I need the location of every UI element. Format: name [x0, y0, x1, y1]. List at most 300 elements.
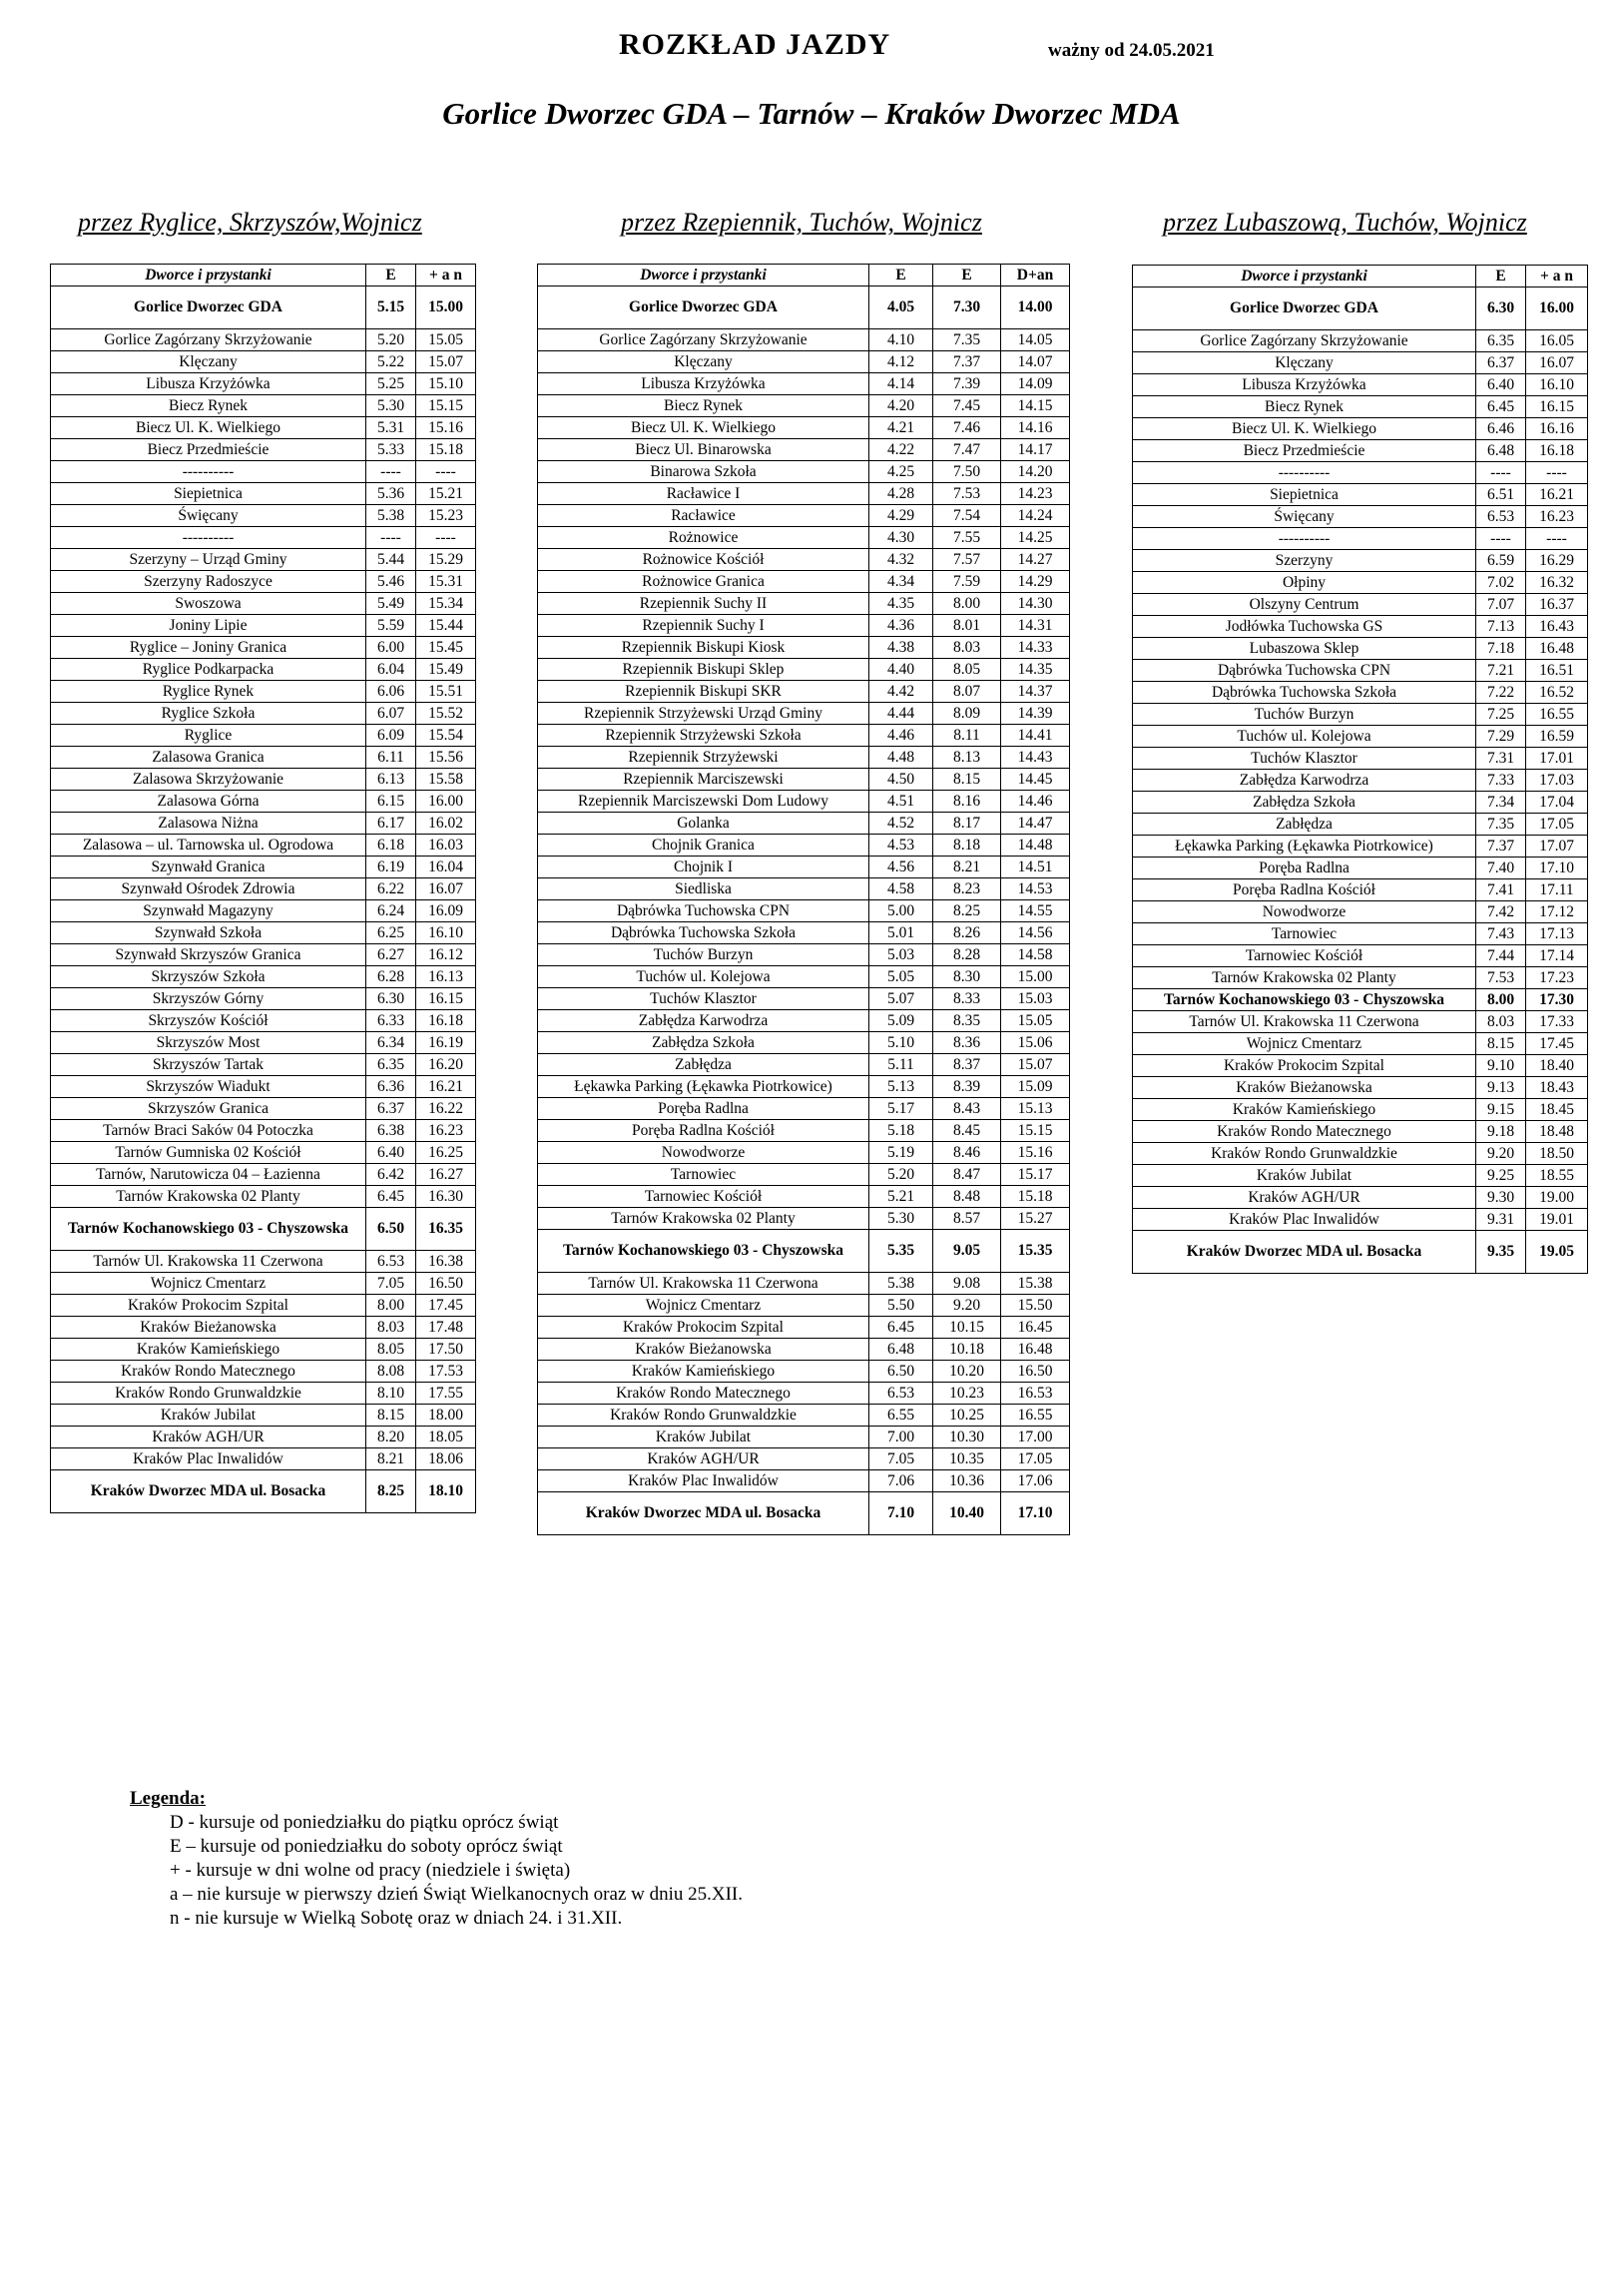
table-row — [51, 659, 476, 681]
departure-time: 16.25 — [416, 1142, 476, 1164]
departure-time: 8.03 — [933, 637, 1001, 659]
stop-name: Tuchów Klasztor — [1133, 748, 1476, 770]
departure-time: 18.50 — [1526, 1143, 1588, 1165]
header-row — [51, 265, 476, 287]
table-row — [538, 835, 1070, 857]
stop-name: Zalasowa Granica — [51, 747, 366, 769]
table-row — [1133, 1143, 1588, 1165]
departure-time: 15.58 — [416, 769, 476, 791]
departure-time: 7.39 — [933, 373, 1001, 395]
departure-time: 15.54 — [416, 725, 476, 747]
departure-time: 14.41 — [1001, 725, 1070, 747]
departure-time: 16.23 — [416, 1120, 476, 1142]
departure-time: 14.35 — [1001, 659, 1070, 681]
stop-name: Tarnów Ul. Krakowska 11 Czerwona — [538, 1273, 869, 1295]
stop-name: ---------- — [51, 527, 366, 549]
stop-name: Szerzyny Radoszyce — [51, 571, 366, 593]
departure-time: 14.48 — [1001, 835, 1070, 857]
table-row — [51, 1470, 476, 1513]
departure-time: 16.16 — [1526, 418, 1588, 440]
header-row — [538, 265, 1070, 287]
departure-time: 9.35 — [1476, 1231, 1526, 1274]
departure-time: 8.17 — [933, 813, 1001, 835]
legend-item-d: D - kursuje od poniedziałku do piątku oprócz świąt — [170, 1812, 559, 1833]
departure-time: 6.28 — [366, 966, 416, 988]
stop-name: Łękawka Parking (Łękawka Piotrkowice) — [538, 1076, 869, 1098]
departure-time: 5.13 — [869, 1076, 933, 1098]
departure-time: 6.35 — [366, 1054, 416, 1076]
column-header-stops: Dworce i przystanki — [538, 265, 869, 287]
table-row — [1133, 858, 1588, 879]
table-row — [51, 747, 476, 769]
via-label-lubaszowa: przez Lubaszową, Tuchów, Wojnicz — [1163, 208, 1527, 237]
departure-time: 16.00 — [416, 791, 476, 813]
departure-time: 17.48 — [416, 1317, 476, 1339]
table-row — [51, 571, 476, 593]
departure-time: 9.25 — [1476, 1165, 1526, 1187]
table-row — [1133, 836, 1588, 858]
table-row — [51, 1164, 476, 1186]
departure-time: 9.13 — [1476, 1077, 1526, 1099]
stop-name: Skrzyszów Most — [51, 1032, 366, 1054]
stop-name: Kraków AGH/UR — [51, 1427, 366, 1448]
stop-name: Ryglice Rynek — [51, 681, 366, 703]
departure-time: 7.31 — [1476, 748, 1526, 770]
departure-time: 8.35 — [933, 1010, 1001, 1032]
stop-name: Zalasowa Górna — [51, 791, 366, 813]
legend-item-plus: + - kursuje w dni wolne od pracy (niedziele i święta) — [170, 1860, 571, 1881]
table-row — [1133, 352, 1588, 374]
departure-time: 7.46 — [933, 417, 1001, 439]
departure-time: 8.03 — [1476, 1011, 1526, 1033]
stop-name: Tarnów Ul. Krakowska 11 Czerwona — [1133, 1011, 1476, 1033]
departure-time: 15.13 — [1001, 1098, 1070, 1120]
stop-name: Poręba Radlna — [1133, 858, 1476, 879]
stop-name: Racławice — [538, 505, 869, 527]
departure-time: 19.05 — [1526, 1231, 1588, 1274]
departure-time: 14.51 — [1001, 857, 1070, 878]
departure-time: 5.44 — [366, 549, 416, 571]
table-row — [538, 1405, 1070, 1427]
departure-time: 14.31 — [1001, 615, 1070, 637]
departure-time: 6.45 — [366, 1186, 416, 1208]
departure-time: 5.05 — [869, 966, 933, 988]
departure-time: 5.15 — [366, 287, 416, 329]
departure-time: 8.13 — [933, 747, 1001, 769]
table-row — [1133, 1209, 1588, 1231]
departure-time: 15.44 — [416, 615, 476, 637]
table-row — [51, 1273, 476, 1295]
table-row — [51, 1361, 476, 1383]
stop-name: Tarnów Kochanowskiego 03 - Chyszowska — [538, 1230, 869, 1273]
departure-time: 15.29 — [416, 549, 476, 571]
departure-time: 4.10 — [869, 329, 933, 351]
table-row — [51, 527, 476, 549]
table-row — [538, 1230, 1070, 1273]
departure-time: 4.25 — [869, 461, 933, 483]
departure-time: 19.01 — [1526, 1209, 1588, 1231]
departure-time: 8.36 — [933, 1032, 1001, 1054]
stop-name: Szynwałd Granica — [51, 857, 366, 878]
table-row — [538, 944, 1070, 966]
departure-time: 14.55 — [1001, 900, 1070, 922]
departure-time: 4.46 — [869, 725, 933, 747]
table-row — [51, 703, 476, 725]
table-row — [1133, 287, 1588, 330]
departure-time: 16.03 — [416, 835, 476, 857]
departure-time: 10.30 — [933, 1427, 1001, 1448]
stop-name: Dąbrówka Tuchowska Szkoła — [538, 922, 869, 944]
stop-name: Kraków Bieżanowska — [538, 1339, 869, 1361]
departure-time: 15.15 — [416, 395, 476, 417]
table-row — [538, 1383, 1070, 1405]
stop-name: Rzepiennik Strzyżewski Szkoła — [538, 725, 869, 747]
departure-time: 16.19 — [416, 1032, 476, 1054]
table-row — [1133, 923, 1588, 945]
departure-time: 5.38 — [366, 505, 416, 527]
stop-name: Biecz Ul. K. Wielkiego — [1133, 418, 1476, 440]
table-row — [538, 461, 1070, 483]
table-row — [51, 857, 476, 878]
departure-time: 16.21 — [416, 1076, 476, 1098]
departure-time: 8.39 — [933, 1076, 1001, 1098]
departure-time: 6.48 — [869, 1339, 933, 1361]
departure-time: 19.00 — [1526, 1187, 1588, 1209]
departure-time: 4.32 — [869, 549, 933, 571]
departure-time: 8.45 — [933, 1120, 1001, 1142]
departure-time: 4.38 — [869, 637, 933, 659]
legend-title: Legenda: — [130, 1788, 206, 1809]
table-row — [1133, 418, 1588, 440]
departure-time: 14.09 — [1001, 373, 1070, 395]
stop-name: Rożnowice — [538, 527, 869, 549]
departure-time: 17.00 — [1001, 1427, 1070, 1448]
table-row — [538, 703, 1070, 725]
departure-time: 6.19 — [366, 857, 416, 878]
departure-time: 18.45 — [1526, 1099, 1588, 1121]
departure-time: 8.21 — [366, 1448, 416, 1470]
table-row — [51, 900, 476, 922]
table-row — [538, 1295, 1070, 1317]
departure-time: 9.18 — [1476, 1121, 1526, 1143]
table-row — [1133, 660, 1588, 682]
departure-time: 10.18 — [933, 1339, 1001, 1361]
departure-time: 5.25 — [366, 373, 416, 395]
departure-time: 18.05 — [416, 1427, 476, 1448]
departure-time: 18.10 — [416, 1470, 476, 1513]
departure-time: 14.17 — [1001, 439, 1070, 461]
stop-name: Poręba Radlna Kościół — [1133, 879, 1476, 901]
departure-time: 15.23 — [416, 505, 476, 527]
departure-time: ---- — [1526, 528, 1588, 550]
departure-time: 10.20 — [933, 1361, 1001, 1383]
table-row — [51, 725, 476, 747]
departure-time: 8.18 — [933, 835, 1001, 857]
departure-time: 6.07 — [366, 703, 416, 725]
departure-time: 4.05 — [869, 287, 933, 329]
table-row — [538, 1448, 1070, 1470]
departure-time: 15.38 — [1001, 1273, 1070, 1295]
departure-time: 10.36 — [933, 1470, 1001, 1492]
table-row — [538, 505, 1070, 527]
table-row — [538, 615, 1070, 637]
departure-time: 4.53 — [869, 835, 933, 857]
stop-name: Kraków Kamieńskiego — [538, 1361, 869, 1383]
stop-name: Wojnicz Cmentarz — [51, 1273, 366, 1295]
table-row — [51, 835, 476, 857]
stop-name: Gorlice Zagórzany Skrzyżowanie — [51, 329, 366, 351]
departure-time: 4.34 — [869, 571, 933, 593]
stop-name: Tarnów Kochanowskiego 03 - Chyszowska — [51, 1208, 366, 1251]
table-row — [51, 593, 476, 615]
departure-time: 8.23 — [933, 878, 1001, 900]
table-row — [538, 593, 1070, 615]
departure-time: 7.13 — [1476, 616, 1526, 638]
departure-time: 15.09 — [1001, 1076, 1070, 1098]
departure-time: 9.08 — [933, 1273, 1001, 1295]
departure-time: 15.34 — [416, 593, 476, 615]
departure-time: 4.28 — [869, 483, 933, 505]
stop-name: Tarnów Gumniska 02 Kościół — [51, 1142, 366, 1164]
stop-name: Łękawka Parking (Łękawka Piotrkowice) — [1133, 836, 1476, 858]
table-row — [51, 878, 476, 900]
departure-time: 5.11 — [869, 1054, 933, 1076]
legend — [130, 1787, 743, 1931]
stop-name: Racławice I — [538, 483, 869, 505]
departure-time: 7.40 — [1476, 858, 1526, 879]
stop-name: Joniny Lipie — [51, 615, 366, 637]
table-row — [1133, 879, 1588, 901]
stop-name: Libusza Krzyżówka — [51, 373, 366, 395]
departure-time: 8.10 — [366, 1383, 416, 1405]
departure-time: ---- — [366, 461, 416, 483]
departure-time: 4.56 — [869, 857, 933, 878]
departure-time: 7.07 — [1476, 594, 1526, 616]
departure-time: 15.56 — [416, 747, 476, 769]
stop-name: Gorlice Zagórzany Skrzyżowanie — [538, 329, 869, 351]
stop-name: Tuchów Klasztor — [538, 988, 869, 1010]
departure-time: 6.50 — [366, 1208, 416, 1251]
departure-time: 16.12 — [416, 944, 476, 966]
departure-time: 16.10 — [1526, 374, 1588, 396]
stop-name: Kraków Rondo Matecznego — [538, 1383, 869, 1405]
departure-time: 8.37 — [933, 1054, 1001, 1076]
table-row — [51, 1032, 476, 1054]
table-row — [538, 1317, 1070, 1339]
table-row — [51, 1295, 476, 1317]
departure-time: 6.30 — [366, 988, 416, 1010]
departure-time: 6.53 — [366, 1251, 416, 1273]
table-row — [538, 966, 1070, 988]
stop-name: Zabłędza Szkoła — [538, 1032, 869, 1054]
departure-time: 14.43 — [1001, 747, 1070, 769]
table-row — [538, 351, 1070, 373]
departure-time: 5.01 — [869, 922, 933, 944]
table-row — [538, 373, 1070, 395]
table-row — [51, 329, 476, 351]
departure-time: 15.45 — [416, 637, 476, 659]
table-row — [538, 1427, 1070, 1448]
table-row — [51, 1054, 476, 1076]
departure-time: 8.30 — [933, 966, 1001, 988]
stop-name: Siepietnica — [1133, 484, 1476, 506]
departure-time: 15.10 — [416, 373, 476, 395]
departure-time: 16.09 — [416, 900, 476, 922]
departure-time: 6.53 — [1476, 506, 1526, 528]
stop-name: Zabłędza — [1133, 814, 1476, 836]
departure-time: 5.59 — [366, 615, 416, 637]
stop-name: Siedliska — [538, 878, 869, 900]
departure-time: 6.04 — [366, 659, 416, 681]
departure-time: 17.10 — [1001, 1492, 1070, 1535]
table-row — [51, 769, 476, 791]
departure-time: 5.30 — [366, 395, 416, 417]
departure-time: 15.15 — [1001, 1120, 1070, 1142]
departure-time: 7.33 — [1476, 770, 1526, 792]
table-row — [538, 571, 1070, 593]
departure-time: 15.52 — [416, 703, 476, 725]
stop-name: Kraków Prokocim Szpital — [538, 1317, 869, 1339]
stop-name: Dąbrówka Tuchowska Szkoła — [1133, 682, 1476, 704]
departure-time: 7.34 — [1476, 792, 1526, 814]
stop-name: Poręba Radlna Kościół — [538, 1120, 869, 1142]
table-row — [538, 287, 1070, 329]
departure-time: 16.15 — [416, 988, 476, 1010]
departure-time: 17.06 — [1001, 1470, 1070, 1492]
departure-time: 6.22 — [366, 878, 416, 900]
stop-name: Kraków Dworzec MDA ul. Bosacka — [538, 1492, 869, 1535]
table-row — [538, 769, 1070, 791]
stop-name: Szynwałd Skrzyszów Granica — [51, 944, 366, 966]
departure-time: 8.11 — [933, 725, 1001, 747]
stop-name: Poręba Radlna — [538, 1098, 869, 1120]
departure-time: ---- — [1476, 528, 1526, 550]
departure-time: 16.55 — [1526, 704, 1588, 726]
stop-name: Szynwałd Magazyny — [51, 900, 366, 922]
stop-name: Szynwałd Szkoła — [51, 922, 366, 944]
table-row — [538, 1361, 1070, 1383]
stop-name: Tarnowiec Kościół — [1133, 945, 1476, 967]
departure-time: 16.27 — [416, 1164, 476, 1186]
column-header-service: E — [1476, 266, 1526, 287]
departure-time: 8.48 — [933, 1186, 1001, 1208]
stop-name: Kraków Rondo Grunwaldzkie — [538, 1405, 869, 1427]
departure-time: 16.10 — [416, 922, 476, 944]
departure-time: 10.25 — [933, 1405, 1001, 1427]
stop-name: Jodłówka Tuchowska GS — [1133, 616, 1476, 638]
stop-name: Biecz Ul. K. Wielkiego — [51, 417, 366, 439]
departure-time: 16.22 — [416, 1098, 476, 1120]
departure-time: 15.18 — [1001, 1186, 1070, 1208]
table-row — [1133, 374, 1588, 396]
stop-name: Nowodworze — [1133, 901, 1476, 923]
table-row — [51, 813, 476, 835]
departure-time: 15.31 — [416, 571, 476, 593]
departure-time: 15.27 — [1001, 1208, 1070, 1230]
departure-time: 6.18 — [366, 835, 416, 857]
departure-time: 16.30 — [416, 1186, 476, 1208]
departure-time: 4.51 — [869, 791, 933, 813]
departure-time: 7.37 — [1476, 836, 1526, 858]
stop-name: Tuchów ul. Kolejowa — [1133, 726, 1476, 748]
departure-time: 7.53 — [933, 483, 1001, 505]
table-row — [538, 549, 1070, 571]
departure-time: 17.05 — [1001, 1448, 1070, 1470]
departure-time: 15.05 — [1001, 1010, 1070, 1032]
table-row — [51, 1076, 476, 1098]
departure-time: 7.47 — [933, 439, 1001, 461]
departure-time: 6.37 — [366, 1098, 416, 1120]
table-row — [1133, 704, 1588, 726]
departure-time: 14.29 — [1001, 571, 1070, 593]
stop-name: Kraków Kamieńskiego — [51, 1339, 366, 1361]
table-row — [538, 1492, 1070, 1535]
table-row — [51, 1142, 476, 1164]
departure-time: 18.48 — [1526, 1121, 1588, 1143]
departure-time: 17.07 — [1526, 836, 1588, 858]
table-row — [1133, 814, 1588, 836]
departure-time: 7.55 — [933, 527, 1001, 549]
departure-time: 6.13 — [366, 769, 416, 791]
departure-time: 16.51 — [1526, 660, 1588, 682]
departure-time: 14.05 — [1001, 329, 1070, 351]
departure-time: 4.35 — [869, 593, 933, 615]
stop-name: Biecz Rynek — [51, 395, 366, 417]
departure-time: 15.16 — [416, 417, 476, 439]
table-row — [538, 483, 1070, 505]
departure-time: 7.37 — [933, 351, 1001, 373]
departure-time: 7.53 — [1476, 967, 1526, 989]
stop-name: Rożnowice Granica — [538, 571, 869, 593]
stop-name: Kraków Prokocim Szpital — [1133, 1055, 1476, 1077]
stop-name: Swoszowa — [51, 593, 366, 615]
departure-time: 7.00 — [869, 1427, 933, 1448]
stop-name: Rzepiennik Biskupi Kiosk — [538, 637, 869, 659]
table-row — [51, 505, 476, 527]
table-row — [538, 659, 1070, 681]
departure-time: 9.05 — [933, 1230, 1001, 1273]
stop-name: Kraków Plac Inwalidów — [51, 1448, 366, 1470]
departure-time: 5.46 — [366, 571, 416, 593]
departure-time: 14.07 — [1001, 351, 1070, 373]
table-row — [51, 637, 476, 659]
departure-time: 18.40 — [1526, 1055, 1588, 1077]
table-row — [51, 988, 476, 1010]
departure-time: 6.11 — [366, 747, 416, 769]
stop-name: Kraków Rondo Grunwaldzkie — [1133, 1143, 1476, 1165]
departure-time: 4.52 — [869, 813, 933, 835]
departure-time: 6.27 — [366, 944, 416, 966]
stop-name: Zabłędza Szkoła — [1133, 792, 1476, 814]
departure-time: 16.13 — [416, 966, 476, 988]
departure-time: 6.50 — [869, 1361, 933, 1383]
departure-time: 8.26 — [933, 922, 1001, 944]
column-header-stops: Dworce i przystanki — [1133, 266, 1476, 287]
column-header-service: D+an — [1001, 265, 1070, 287]
stop-name: Dąbrówka Tuchowska CPN — [538, 900, 869, 922]
stop-name: Dąbrówka Tuchowska CPN — [1133, 660, 1476, 682]
departure-time: 17.11 — [1526, 879, 1588, 901]
stop-name: Golanka — [538, 813, 869, 835]
departure-time: 4.40 — [869, 659, 933, 681]
departure-time: 7.35 — [933, 329, 1001, 351]
departure-time: 16.21 — [1526, 484, 1588, 506]
stop-name: Kraków Bieżanowska — [51, 1317, 366, 1339]
table-row — [538, 527, 1070, 549]
departure-time: 8.21 — [933, 857, 1001, 878]
departure-time: 7.44 — [1476, 945, 1526, 967]
departure-time: 16.05 — [1526, 330, 1588, 352]
